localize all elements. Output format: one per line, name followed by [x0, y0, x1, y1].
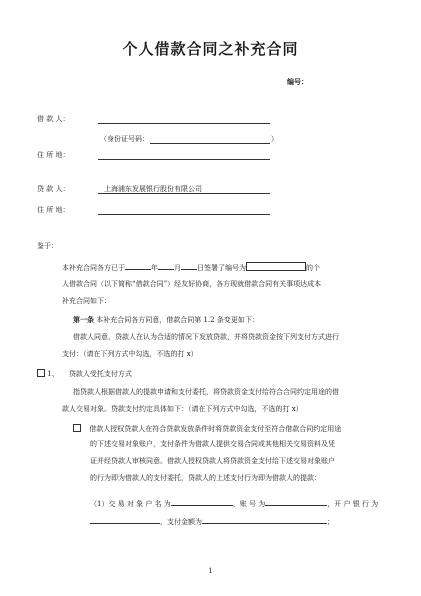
payee-line — [90, 501, 378, 508]
day-blank — [181, 269, 197, 270]
whereas-heading: 鉴于： — [37, 242, 58, 250]
borrower-address-blank — [98, 159, 270, 160]
account-number-blank — [265, 505, 327, 506]
id-close-paren: ） — [271, 135, 278, 143]
option-1-desc-line-1: 指贷款人根据借款人的提款申请和支付委托，将贷款资金支付给符合合同约定用途的借 — [73, 388, 339, 396]
lender-name-underline — [98, 193, 270, 194]
amount-line — [90, 519, 334, 526]
option-1-title: 贷款人受托支付方式 — [68, 370, 132, 378]
payee-label: （1）交 易 对 象 户 名 为 — [90, 500, 171, 508]
sub-option-text-1: 借款人授权贷款人在符合贷款发放条件时将贷款资金支付至符合借款合同约定用途 — [89, 425, 342, 433]
document-title: 个人借款合同之补充合同 — [122, 40, 299, 58]
article-1-line-1 — [73, 316, 259, 324]
intro-line-2: 人借款合同（以下简称“借款合同”）经友好协商，各方现就借款合同有关事项达成本 — [62, 280, 322, 288]
intro-b: 的个 — [306, 264, 320, 272]
article-1-line-2: 借款人同意，贷款人在认为合适的情况下发放贷款，并将贷款资金按下列支付方式进行 — [73, 333, 339, 341]
lender-label: 贷 款 人： — [37, 185, 70, 193]
sub-option-line-3: 证并经贷款人审核同意。借款人授权贷款人将贷款资金支付给下述交易对象账户 — [90, 457, 335, 465]
option-1-number: 1、 — [47, 370, 59, 378]
intro-day: 日签署了编号为 — [197, 264, 246, 272]
lender-address-blank — [98, 214, 270, 215]
contract-number-box — [246, 262, 306, 271]
month-blank — [158, 269, 174, 270]
sub-option-line-1 — [73, 424, 341, 433]
amount-blank — [202, 523, 327, 524]
article-1-text: 本补充合同各方同意，借款合同第 1.2 条变更如下： — [96, 316, 259, 324]
id-number-label: （身份证号码： — [100, 135, 149, 143]
page-number: 1 — [208, 567, 213, 575]
borrower-blank — [98, 123, 270, 124]
year-blank — [125, 269, 151, 270]
borrower-label: 借 款 人： — [37, 115, 70, 123]
contract-number-label: 编号： — [287, 77, 308, 86]
id-number-blank — [150, 143, 270, 144]
intro-month: 月 — [174, 264, 181, 272]
borrower-address-label: 住 所 地： — [37, 151, 70, 159]
account-label: ，账 号 为 — [232, 500, 266, 508]
option-1-checkbox[interactable] — [37, 369, 45, 377]
amount-end: ； — [327, 518, 334, 526]
lender-address-label: 住 所 地： — [37, 206, 70, 214]
bank-label: ，开 户 银 行 为 — [327, 500, 379, 508]
option-1-desc-line-2: 款人交易对象。贷款支付约定具体如下：（请在下列方式中勾选，不选的打 x） — [62, 405, 303, 413]
sub-option-checkbox[interactable] — [73, 424, 81, 432]
intro-line-3: 补充合同如下： — [62, 297, 111, 305]
article-1-line-3: 支付：（请在下列方式中勾选，不选的打 x） — [62, 350, 198, 358]
intro-line-1 — [62, 262, 320, 272]
bank-name-blank — [90, 523, 160, 524]
lender-name: 上海浦东发展银行股份有限公司 — [104, 185, 202, 193]
intro-a: 本补充合同各方已于 — [62, 264, 125, 272]
sub-option-line-4: 的行为即为借款人的支付委托，贷款人的上述支付行为即为借款人的提款： — [90, 474, 321, 482]
intro-year: 年 — [151, 264, 158, 272]
option-1-heading — [37, 369, 132, 378]
article-1-label: 第一条 — [73, 315, 94, 324]
sub-option-line-2: 的下述交易对象账户，支付条件为借款人提供交易合同或其他相关交易资料及凭 — [90, 440, 335, 448]
payee-name-blank — [171, 505, 233, 506]
amount-label: ，支付金额为 — [160, 518, 202, 526]
